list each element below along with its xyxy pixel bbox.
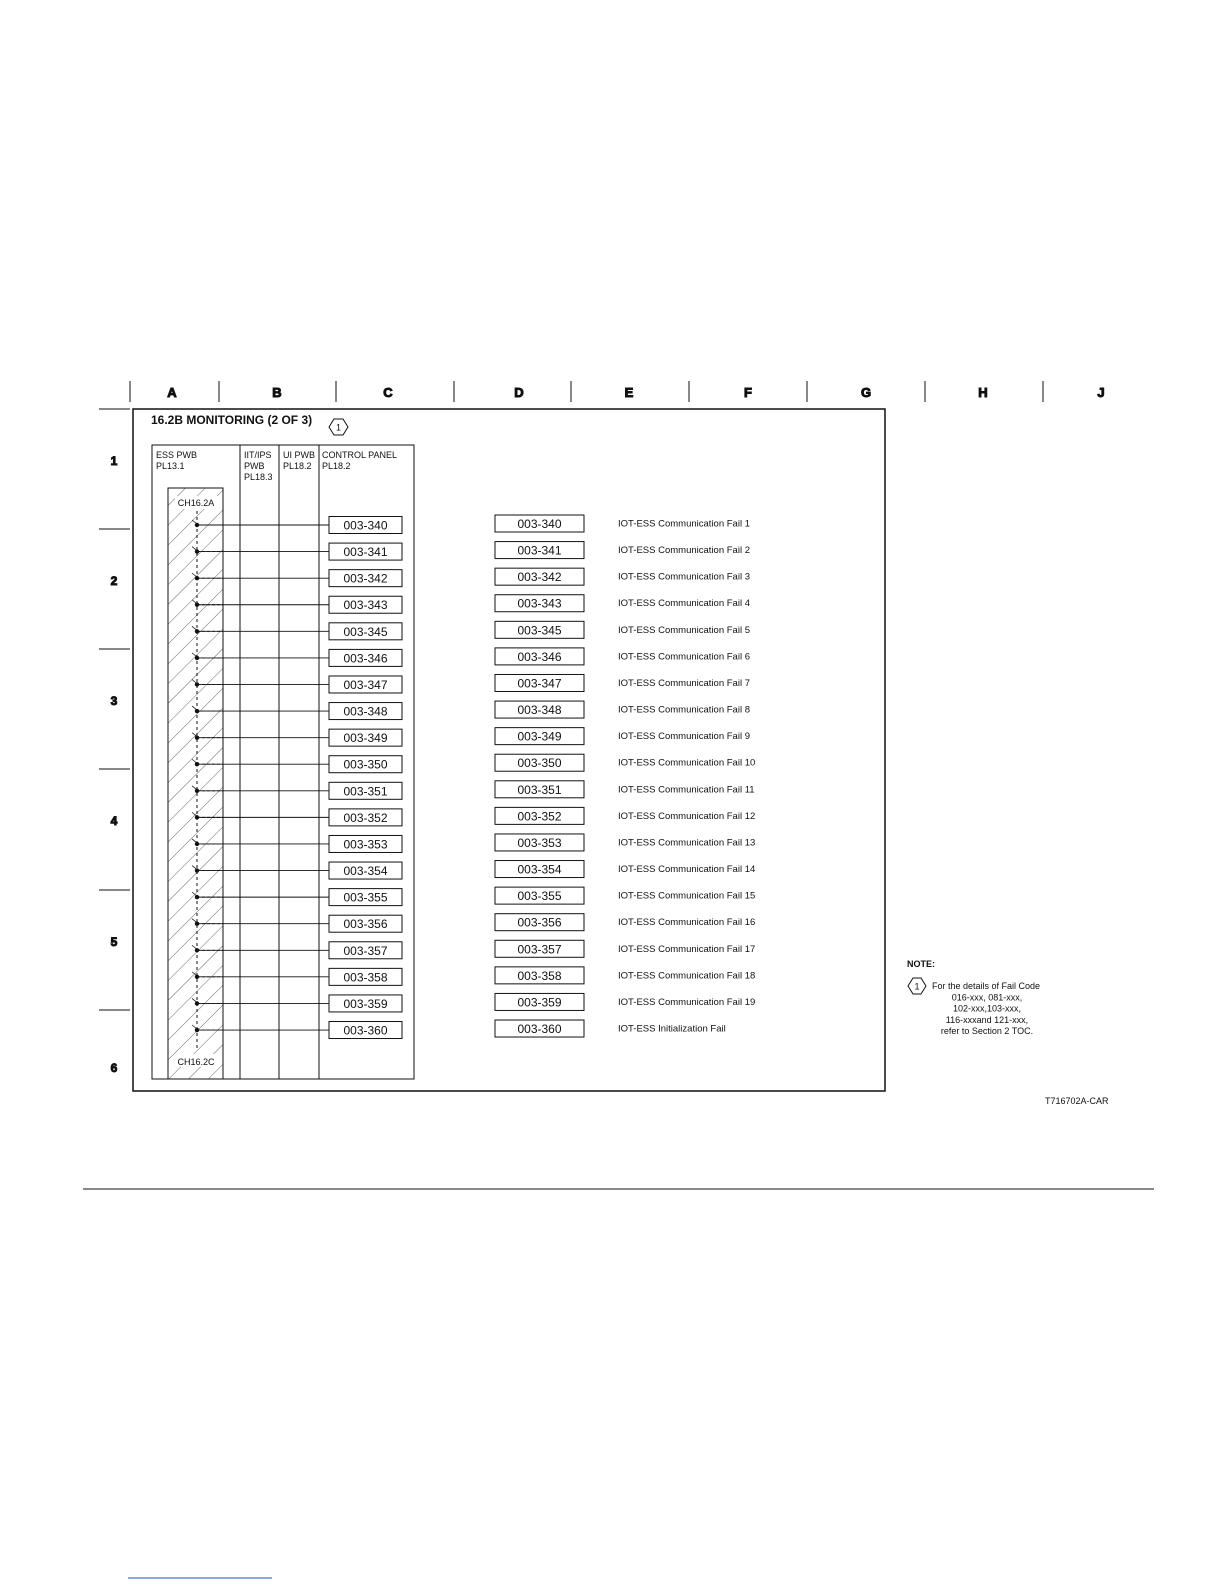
figure-id: T716702A-CAR [1045,1096,1109,1106]
control-panel-code-label: 003-342 [343,571,388,586]
grid-column-label: A [167,385,177,400]
component-header-line: UI PWB [283,450,316,460]
fail-code-description: IOT-ESS Communication Fail 11 [618,784,755,796]
fail-code-label: 003-349 [517,729,562,744]
control-panel-code-label: 003-349 [343,731,388,746]
note-line: 016-xxx, 081-xxx, [951,992,1023,1003]
connector-pin-dot [195,603,199,607]
fail-code-label: 003-343 [517,596,562,611]
connector-pin-dot [195,842,199,846]
fail-code-description: IOT-ESS Communication Fail 17 [618,943,756,955]
grid-column-label: F [744,385,752,400]
connector-pin-dot [195,682,199,686]
connector-top-label: CH16.2A [177,498,215,508]
grid-row-label: 4 [110,814,118,828]
control-panel-code-label: 003-347 [343,677,388,692]
fail-code-label: 003-348 [517,703,562,718]
fail-code-description: IOT-ESS Communication Fail 14 [618,864,756,876]
fail-code-label: 003-347 [517,676,562,691]
fail-code-label: 003-354 [517,862,562,877]
note-heading: NOTE: [907,959,935,969]
note-line: refer to Section 2 TOC. [940,1026,1034,1037]
fail-code-label: 003-345 [517,623,562,638]
diagram-frame [133,409,885,1091]
connector-pin-dot [195,523,199,527]
fail-code-description: IOT-ESS Communication Fail 2 [618,545,750,557]
connector-pin-dot [195,1001,199,1005]
fail-code-label: 003-359 [517,995,562,1010]
component-header-line: PL18.2 [283,461,312,471]
grid-column-label: D [514,385,524,400]
connector-pin-dot [195,656,199,660]
title-callout-hexagon [329,419,348,435]
fail-code-description: IOT-ESS Communication Fail 10 [618,757,756,769]
grid-column-label: B [272,385,282,400]
connector-pin-dot [195,948,199,952]
control-panel-code-label: 003-340 [343,518,388,533]
control-panel-code-label: 003-345 [343,624,388,639]
control-panel-code-label: 003-352 [343,810,388,825]
title-callout-number: 1 [335,422,342,433]
note-text [932,981,1040,1036]
fail-code-label: 003-360 [517,1022,562,1037]
connector-pin-dot [195,789,199,793]
fail-code-label: 003-342 [517,570,562,585]
control-panel-code-label: 003-355 [343,890,388,905]
connector-pin-dot [195,762,199,766]
fail-code-description: IOT-ESS Communication Fail 13 [618,837,756,849]
fail-code-label: 003-346 [517,649,562,664]
connector-pin-dot [195,549,199,553]
connector-pin-dot [195,576,199,580]
grid-column-label: J [1097,385,1105,400]
fail-code-description: IOT-ESS Communication Fail 9 [618,731,750,743]
grid-column-label: E [624,385,634,400]
fail-code-description: IOT-ESS Communication Fail 3 [618,571,750,583]
component-header-line: PL18.2 [322,461,351,471]
fail-code-label: 003-356 [517,915,562,930]
fail-code-description: IOT-ESS Communication Fail 12 [618,810,756,822]
fail-code-description: IOT-ESS Communication Fail 15 [618,890,756,902]
control-panel-code-label: 003-350 [343,757,388,772]
note-line: 102-xxx,103-xxx, [952,1003,1022,1014]
fail-code-entries [192,515,755,1039]
grid-row-label: 3 [110,694,118,708]
control-panel-code-label: 003-358 [343,970,388,985]
fail-code-label: 003-355 [517,889,562,904]
fail-code-label: 003-340 [517,517,562,531]
note-line: For the details of Fail Code [932,981,1041,991]
control-panel-code-label: 003-359 [343,996,388,1011]
zone-grid [99,381,1105,1075]
fail-code-description: IOT-ESS Communication Fail 5 [618,624,750,636]
component-header-line: CONTROL PANEL [322,450,398,460]
component-header-line: IIT/IPS [244,450,272,460]
control-panel-code-label: 003-348 [343,704,388,719]
grid-row-label: 5 [110,935,118,949]
fail-code-label: 003-341 [517,543,562,558]
control-panel-code-label: 003-357 [343,943,388,958]
component-header-line: PL13.1 [156,461,185,471]
grid-column-label: C [383,385,393,400]
connector-pin-dot [195,1028,199,1032]
control-panel-code-label: 003-346 [343,651,388,666]
control-panel-code-label: 003-353 [343,837,388,852]
component-header-line: PWB [244,461,265,471]
fail-code-description: IOT-ESS Communication Fail 16 [618,917,756,929]
note-line: 116-xxxand 121-xxx, [945,1014,1029,1025]
note-callout-number: 1 [914,981,920,992]
fail-code-description: IOT-ESS Communication Fail 1 [618,518,750,530]
fail-code-description: IOT-ESS Communication Fail 18 [618,970,756,982]
fail-code-description: IOT-ESS Initialization Fail [618,1023,726,1035]
connector-pin-dot [195,922,199,926]
fail-code-description: IOT-ESS Communication Fail 7 [618,677,750,689]
connector-pin-dot [195,815,199,819]
control-panel-code-label: 003-354 [343,864,388,879]
control-panel-code-label: 003-351 [343,784,388,799]
fail-code-description: IOT-ESS Communication Fail 4 [618,598,750,610]
connector-pin-dot [195,868,199,872]
fail-code-description: IOT-ESS Communication Fail 6 [618,651,750,663]
connector-bottom-label: CH16.2C [177,1057,215,1067]
connector-pin-dot [195,975,199,979]
fail-code-description: IOT-ESS Communication Fail 19 [618,996,756,1008]
grid-row-label: 1 [110,454,118,468]
connector-pin-dot [195,709,199,713]
component-header-line: ESS PWB [156,450,198,460]
diagram-title: 16.2B MONITORING (2 OF 3) [151,413,313,427]
component-header-line: PL18.3 [244,472,273,482]
fail-code-label: 003-351 [517,782,562,797]
control-panel-code-label: 003-343 [343,598,388,613]
grid-row-label: 2 [110,574,118,588]
fail-code-label: 003-353 [517,835,562,850]
fail-code-label: 003-352 [517,809,562,824]
connector-pin-dot [195,629,199,633]
fail-code-label: 003-358 [517,968,562,983]
note-callout-hexagon [908,978,926,994]
grid-column-label: G [860,385,872,400]
control-panel-code-label: 003-341 [343,545,388,560]
fail-code-description: IOT-ESS Communication Fail 8 [618,704,750,716]
fail-code-label: 003-350 [517,756,562,771]
connector-pin-dot [195,895,199,899]
connector-pin-dot [195,735,199,739]
control-panel-code-label: 003-360 [343,1023,388,1038]
control-panel-code-label: 003-356 [343,917,388,932]
component-headers [156,450,397,482]
grid-row-label: 6 [110,1061,118,1075]
fail-code-label: 003-357 [517,942,562,957]
grid-column-label: H [978,385,988,400]
